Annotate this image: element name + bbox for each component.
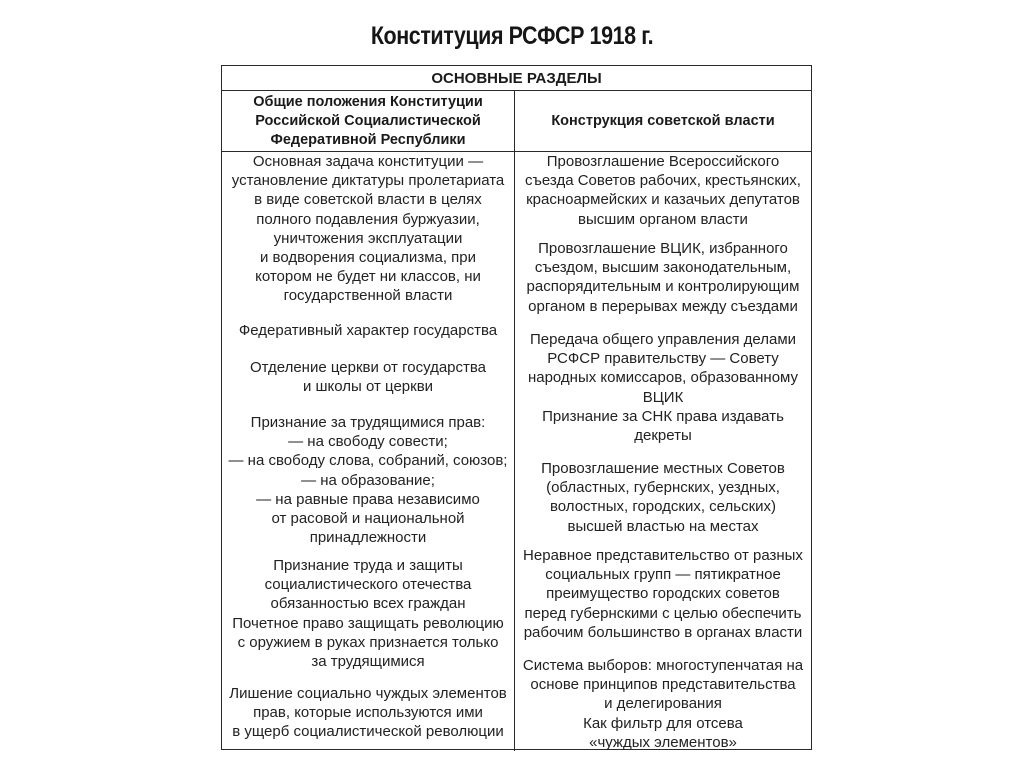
constitution-table (221, 65, 812, 750)
left-item-federative: Федеративный характер государства (238, 322, 498, 339)
page-title: Конституция РСФСР 1918 г. (370, 22, 654, 50)
right-item-congress: Провозглашение Всероссийского съезда Советов рабочих, крестьянских, красноармейских и казачьих депутатов высшим органом власти (525, 153, 801, 228)
right-header-line: Конструкция советской власти (551, 112, 775, 129)
right-item-election-system: Система выборов: многоступенчатая на основе принципов представительства и делегирования Как фильтр для отсева «чуждых элементов» (522, 657, 804, 751)
right-item-local-soviets: Провозглашение местных Советов (областных, губернских, уездных, волостных, городских, сельских) высшей властью на местах (541, 460, 785, 535)
right-item-sovnarkom: Передача общего управления делами РСФСР правительству — Совету народных комиссаров, образованному ВЦИК Признание за СНК права издавать декреты (527, 331, 799, 445)
right-item-unequal-representation: Неравное представительство от разных социальных групп — пятикратное преимущество городских советов перед губернскими с целью обеспечить рабочим большинство в органах власти (523, 547, 803, 641)
left-item-rights: Признание за трудящимися прав: — на свободу совести; — на свободу слова, собраний, союзов; — на образование; — на равные права независимо от расовой и национальной принадлежности (228, 414, 508, 547)
left-item-labor-defense: Признание труда и защиты социалистического отечества обязанностью всех граждан Почетное право защищать революцию с оружием в руках признается только за трудящимися (232, 557, 504, 671)
left-item-deprivation: Лишение социально чуждых элементов прав, которые используются ими в ущерб социалистической революции (229, 685, 507, 741)
left-item-church-separation: Отделение церкви от государства и школы от церкви (249, 359, 487, 396)
right-column-header (515, 91, 811, 151)
left-header-line: Общие положения Конституции (253, 93, 483, 110)
section-header: ОСНОВНЫЕ РАЗДЕЛЫ (222, 66, 811, 91)
left-column-header (222, 91, 514, 151)
left-item-main-task: Основная задача конституции — установление диктатуры пролетариата в виде советской власти в целях полного подавления буржуазии, уничтожения эксплуатации и водворения социализма, при котором не будет ни классов, ни государственной власти (231, 153, 505, 305)
right-item-vtsik: Провозглашение ВЦИК, избранного съездом, высшим законодательным, распорядительным и контролирующим органом в перерывах между съездами (526, 240, 800, 315)
left-header-line: Федеративной Республики (270, 131, 466, 148)
left-header-line: Российской Социалистической (255, 112, 481, 129)
